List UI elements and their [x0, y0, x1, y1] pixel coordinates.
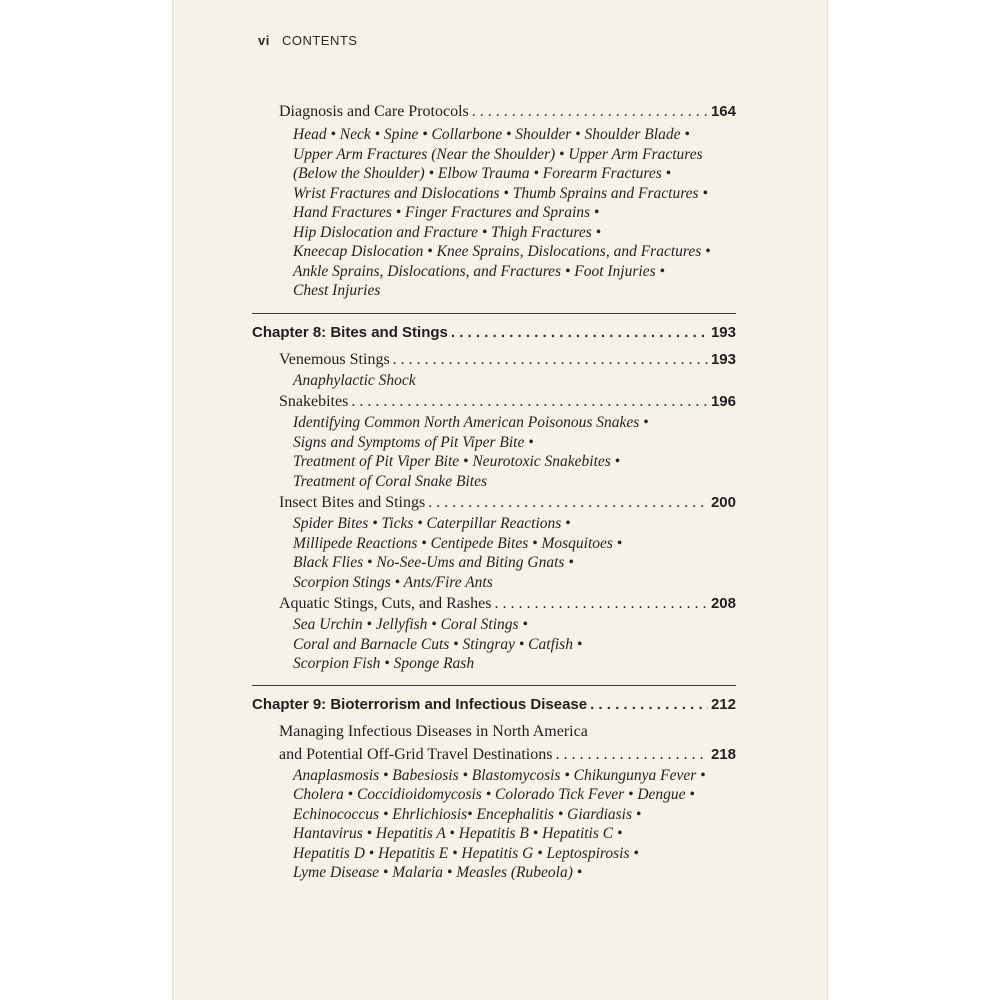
dot-leader	[472, 100, 708, 123]
section-divider	[252, 313, 736, 314]
topic-line: Scorpion Fish • Sponge Rash	[293, 655, 475, 672]
toc-entry-title: Snakebites	[279, 393, 349, 410]
dot-leader	[590, 694, 708, 716]
topic-line: Hantavirus • Hepatitis A • Hepatitis B • Hepatitis C •	[293, 825, 623, 842]
running-head	[258, 33, 357, 48]
toc-entry-title-line-with-page	[279, 743, 736, 766]
topic-line: Echinococcus • Ehrlichiosis• Encephalitis • Giardiasis •	[293, 805, 642, 823]
topic-line: Scorpion Stings • Ants/Fire Ants	[293, 573, 493, 591]
toc-entry-title: and Potential Off-Grid Travel Destinations	[279, 745, 553, 763]
topic-line: Sea Urchin • Jellyfish • Coral Stings •	[293, 616, 528, 633]
table-of-contents	[252, 100, 736, 883]
toc-page-number: 200	[710, 494, 736, 511]
toc-entry-infectious-diseases[interactable]	[252, 720, 736, 766]
section-divider	[252, 685, 736, 686]
toc-entry-title: Venemous Stings	[279, 350, 390, 368]
topic-line: Hip Dislocation and Fracture • Thigh Fractures •	[293, 223, 602, 241]
toc-chapter-9[interactable]	[252, 694, 736, 716]
toc-page-number: 193	[710, 350, 736, 368]
toc-page-number: 196	[710, 393, 736, 410]
dot-leader	[494, 592, 708, 615]
topic-line: Chest Injuries	[293, 282, 381, 299]
chapter-title: Chapter 8: Bites and Stings	[252, 323, 448, 341]
dot-leader	[351, 390, 708, 413]
topic-line: Millipede Reactions • Centipede Bites • Mosquitoes •	[293, 534, 623, 552]
topic-line: Identifying Common North American Poisonous Snakes •	[293, 414, 649, 431]
toc-page-number: 164	[710, 103, 736, 120]
toc-entry-title: Diagnosis and Care Protocols	[279, 103, 469, 120]
topic-line: Wrist Fractures and Dislocations • Thumb Sprains and Fractures •	[293, 184, 708, 202]
toc-page-number: 218	[710, 745, 736, 763]
topic-line: Signs and Symptoms of Pit Viper Bite •	[293, 433, 534, 451]
topic-line: Hand Fractures • Finger Fractures and Sprains •	[293, 204, 600, 221]
topic-line: Spider Bites • Ticks • Caterpillar Reactions •	[293, 515, 571, 532]
topic-list	[252, 514, 736, 592]
topic-list	[252, 371, 736, 391]
topic-line: Treatment of Pit Viper Bite • Neurotoxic Snakebites •	[293, 453, 621, 470]
topic-line: Anaplasmosis • Babesiosis • Blastomycosis • Chikungunya Fever •	[293, 766, 706, 784]
toc-entry-venemous-stings[interactable]	[252, 348, 736, 371]
topic-line: (Below the Shoulder) • Elbow Trauma • Forearm Fractures •	[293, 165, 672, 182]
toc-page-number: 193	[710, 323, 736, 341]
topic-line: Coral and Barnacle Cuts • Stingray • Catfish •	[293, 635, 583, 653]
toc-entry-title: Insect Bites and Stings	[279, 494, 426, 511]
chapter-title: Chapter 9: Bioterrorism and Infectious Disease	[252, 695, 588, 713]
toc-page-number: 212	[710, 695, 736, 713]
topic-line: Anaphylactic Shock	[293, 371, 416, 389]
topic-line: Treatment of Coral Snake Bites	[293, 472, 488, 490]
topic-line: Ankle Sprains, Dislocations, and Fractures • Foot Injuries •	[293, 262, 665, 280]
toc-chapter-8[interactable]	[252, 322, 736, 344]
topic-list	[252, 615, 736, 674]
topic-list	[252, 125, 736, 301]
dot-leader	[555, 743, 708, 766]
toc-entry-insect-bites[interactable]	[252, 491, 736, 514]
running-head-label: CONTENTS	[281, 33, 358, 48]
dot-leader	[393, 348, 708, 371]
topic-line: Head • Neck • Spine • Collarbone • Shoulder • Shoulder Blade •	[293, 126, 690, 143]
toc-page-number: 208	[710, 595, 736, 612]
toc-entry-diagnosis[interactable]	[252, 100, 736, 123]
topic-line: Cholera • Coccidioidomycosis • Colorado Tick Fever • Dengue •	[293, 786, 695, 803]
topic-line: Upper Arm Fractures (Near the Shoulder) • Upper Arm Fractures	[293, 145, 703, 163]
topic-line: Lyme Disease • Malaria • Measles (Rubeola) •	[293, 864, 583, 881]
topic-list	[252, 413, 736, 491]
toc-entry-aquatic-stings[interactable]	[252, 592, 736, 615]
topic-line: Hepatitis D • Hepatitis E • Hepatitis G • Leptospirosis •	[293, 844, 639, 862]
toc-entry-title-line: Managing Infectious Diseases in North America	[279, 722, 588, 740]
book-page	[172, 0, 828, 1000]
dot-leader	[451, 322, 708, 344]
toc-entry-snakebites[interactable]	[252, 390, 736, 413]
topic-list	[252, 766, 736, 883]
toc-entry-title: Aquatic Stings, Cuts, and Rashes	[279, 595, 492, 612]
dot-leader	[428, 491, 708, 514]
topic-line: Kneecap Dislocation • Knee Sprains, Dislocations, and Fractures •	[293, 243, 711, 260]
page-folio: vi	[258, 33, 270, 48]
topic-line: Black Flies • No-See-Ums and Biting Gnats •	[293, 554, 574, 571]
